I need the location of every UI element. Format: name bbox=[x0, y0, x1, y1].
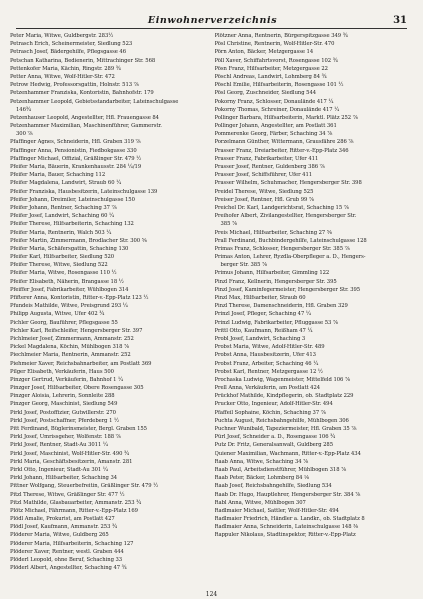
directory-entry: Pfaffinger Anna, Pensionistin, Fiedbokgasse 330 bbox=[10, 147, 137, 154]
directory-entry: Radlmaier Michael, Sattler, Wolf-Hitler-Str. 494 bbox=[214, 507, 339, 514]
directory-entry: Pösn Franz, Hilfsarbeiter, Metzgergasse 22 bbox=[214, 65, 328, 72]
directory-entry: Plöderer Maria, Witwe, Guldberg 265 bbox=[10, 532, 109, 539]
directory-entry: Pfeifer Maria, Witwe, Rosengasse 110 ½ bbox=[10, 270, 117, 277]
directory-entry: Primas Anton, Lehrer, Ryzdla-Oberpfleger a. D., Hengers- bbox=[214, 254, 366, 261]
directory-entry: Pfeifer Karl, Hilfsarbeiter, Siedlung 520 bbox=[10, 254, 115, 261]
directory-entry: Pfeifer Therese, Witwe, Siedlung 522 bbox=[10, 262, 108, 269]
directory-entry: Pichlmeier Josef, Zimmermann, Ammanstr. 252 bbox=[10, 335, 134, 342]
directory-entry: Prinzl Ludwig, Fabrikarbeiter, Pfluggasse 53 ⅞ bbox=[214, 319, 338, 326]
directory-entry: Probst Karl, Rentner, Metzgergasse 12 ½ bbox=[214, 368, 323, 375]
directory-entry: Philipp Augusta, Witwe, Ufer 402 ¾ bbox=[10, 311, 105, 318]
directory-entry: Petzenhammer Leopold, Gebietsstandarbeiter, Lateinschulgasse bbox=[10, 98, 179, 105]
directory-entry: Pfeifer Therese, Hilfsarbeiterin, Schaching 132 bbox=[10, 221, 134, 228]
directory-entry: Pitzl Therese, Witwe, Gräßlinger Str. 477 ½ bbox=[10, 491, 125, 498]
directory-entry: Pichler Karl, Reifschleifer, Hengersberger Str. 397 bbox=[10, 327, 143, 334]
directory-entry: Pinzl Max, Hilfsarbeiter, Straub 60 bbox=[214, 295, 306, 301]
directory-entry: Pollinger Barbara, Hilfsarbeiterin, Marktl. Plätz 252 ⅞ bbox=[214, 114, 358, 121]
directory-entry: Pfeifer Josef, Landwirt, Schaching 60 ¼ bbox=[10, 213, 115, 220]
columns bbox=[10, 32, 413, 587]
directory-entry: Puchta August, Reichsbahngehilfe, Mühlbogen 306 bbox=[214, 417, 349, 424]
page-title: Einwohnerverzeichnis bbox=[147, 15, 278, 26]
directory-entry: Piehmeier Xaver, Reichsbahnarbeiter, am Postlatt 369 bbox=[10, 360, 152, 367]
directory-entry: Quiener Maximilian, Wachmann, Ritter-v.-Epp-Platz 434 bbox=[214, 450, 361, 457]
directory-entry: Radlmaier Anna, Schneiderin, Lateinschulgasse 148 ⅜ bbox=[214, 524, 359, 531]
directory-entry: Pirkl Josef, Rentner, Stadt-Au 3011 ¼ bbox=[10, 442, 108, 449]
directory-entry: Prell Anna, Verkäuferin, am Postlatt 424 bbox=[214, 385, 321, 392]
directory-entry: Pfeifer Maria, Rentnerin, Walch 503 ¼ bbox=[10, 229, 112, 236]
directory-entry: Pöll Xaver, Schiffahrtsvorst, Rosengasse 102 ¾ bbox=[214, 57, 338, 64]
directory-entry: Pösl Christine, Rentnerin, Wolf-Hitler-Str. 470 bbox=[214, 41, 335, 48]
directory-entry: Preichel Dr. Karl, Landgerichtsrat, Schaching 15 ⅞ bbox=[214, 204, 349, 211]
directory-entry: Petschan Katharina, Bedienerin, Mittrachinger Str. 568 bbox=[10, 57, 156, 64]
directory-entry: Pfeifer Martin, Zimmermann, Brodlacher Str. 300 ⅝ bbox=[10, 237, 147, 244]
directory-entry: Probst Anna, Hausbesitzerin, Ufer 413 bbox=[214, 352, 316, 359]
directory-entry: Preihofer Albert, Zivilangestellter, Hengersberger Str. bbox=[214, 213, 357, 220]
directory-entry: Primas Franz, Schlosser, Hengersberger Str. 385 ⅞ bbox=[214, 245, 350, 252]
directory-entry: Pommerenke Georg, Färber, Schaching 34 ⅞ bbox=[214, 131, 333, 138]
directory-entry: 300 ⅞ bbox=[16, 131, 33, 138]
directory-entry: Petter Anna, Witwe, Wolf-Hitler-Str. 472 bbox=[10, 73, 115, 80]
directory-entry: Pinzger Aloisia, Lehrerin, Sonnleite 288 bbox=[10, 393, 115, 400]
directory-entry: Pirkl Johann, Hilfsarbeiter, Schaching 34 bbox=[10, 475, 118, 482]
directory-entry: Putz Dr. Fritz, Generalsanwalt, Guldberg 285 bbox=[214, 442, 333, 449]
directory-entry: Pinzger Josef, Hilfsarbeiter, Obere Rosengasse 305 bbox=[10, 385, 144, 392]
directory-entry: Pilger Elisabeth, Verkäuferin, Haus 500 bbox=[10, 368, 114, 375]
directory-entry: Pitt Ferdinand, Büglerinsmeister, Bergl. Graben 155 bbox=[10, 426, 147, 432]
page-number: 31 bbox=[393, 15, 407, 26]
directory-entry: Radlmaier Friedrich, Händler a. Landkr., ob. Stadtplatz 8 bbox=[214, 516, 365, 523]
directory-entry: Pfeifer Elisabeth, Näherin, Brangasse 18 ½ bbox=[10, 278, 124, 285]
directory-entry: Plöderl Leopold, ohne Beruf, Schaching 33 bbox=[10, 557, 123, 563]
directory-entry: Petzenhammer Franziska, Kontoristin, Bahnhofstr. 179 bbox=[10, 90, 154, 97]
directory-entry: Pfundeis Mathilde, Witwe, Preisgrund 293 ¼ bbox=[10, 303, 128, 310]
directory-entry: Prittl Otto, Kaufmann, Reißham 47 ¼ bbox=[214, 327, 313, 334]
directory-entry: Pinzl Josef, Kaminfegermeister, Hengersberger Str. 395 bbox=[214, 286, 361, 293]
directory-entry: Petrow Hedwig, Professorsgattin, Holnstr. 513 ⅞ bbox=[10, 82, 139, 89]
directory-entry: Petrasch Erich, Scheinermeister, Siedlung 523 bbox=[10, 41, 133, 48]
directory-entry: Pirkl Josef, Postschaffner, Pferdeberg 1 ½ bbox=[10, 417, 120, 424]
directory-entry: Pitzl Mathilde, Glasbauarbeiter, Ammanstr. 253 ¾ bbox=[10, 499, 142, 506]
page-header bbox=[16, 6, 407, 29]
directory-entry: 385 ⅞ bbox=[220, 221, 238, 228]
directory-entry: Prochaska Ludwig, Wagenmeister, Mittelfeld 106 ⅞ bbox=[214, 376, 350, 383]
right-column bbox=[215, 32, 414, 587]
directory-entry: Preiser Josef, Rentner, Hfl. Grub 99 ⅞ bbox=[214, 196, 314, 203]
directory-entry: Prinzl Josef, Pfleger, Schaching 47 ¼ bbox=[214, 311, 311, 318]
directory-entry: Pittner Wolfgang, Steuerbefreitin, Gräßlinger Str. 479 ½ bbox=[10, 483, 159, 490]
directory-entry: Pfeifer Johann, Dreimiler, Lateinschulgasse 150 bbox=[10, 196, 135, 203]
directory-entry: Pollinger Johann, Angestellter, am Postlatt 361 bbox=[214, 123, 337, 130]
directory-entry: Petzenhammer Maximilian, Maschinenführer, Gammerstr. bbox=[10, 123, 162, 130]
directory-entry: Pirkl Maria, Geschäftsbesitzerin, Amanstr. 281 bbox=[10, 458, 133, 465]
directory-entry: Pfeiffer Josef, Fabrikarbeiter, Wühlbogen 314 bbox=[10, 286, 129, 293]
directory-entry: berger Str. 385 ⅞ bbox=[220, 262, 268, 269]
directory-entry: Pinzger Gertrud, Verkäuferin, Bahnhof 1 ¼ bbox=[10, 376, 124, 383]
directory-entry: Piechlmeier Maria, Rentnerin, Ammanstr. 252 bbox=[10, 352, 131, 359]
directory-entry: Plötzner Anna, Rentnerin, Bürgerspitzgasse 349 ¾ bbox=[214, 33, 348, 39]
directory-entry: Plöderer Xaver, Rentner, westl. Graben 444 bbox=[10, 548, 124, 555]
directory-entry: Pirkl Josef, Maschinist, Wolf-Hitler-Str. 490 ¾ bbox=[10, 450, 130, 457]
directory-entry: Probst Franz, Arbeiter, Schaching 46 ¼ bbox=[214, 360, 319, 367]
directory-entry: Pirkl Josef, Umrissgeher, Wolfenstr. 188 ⅞ bbox=[10, 434, 121, 441]
directory-entry: Raab Josef, Reichsbahngehilfe, Siedlung 534 bbox=[214, 483, 332, 490]
directory-entry: Pokorny Franz, Schlosser, Donaulände 417 ¼ bbox=[214, 98, 334, 105]
directory-entry: Preidel Therese, Witwe, Siedlung 525 bbox=[214, 188, 314, 195]
directory-entry: Pickel Magdalena, Köchin, Mühlbogen 318 ⅞ bbox=[10, 344, 130, 351]
directory-entry: Raab Peter, Bäcker, Lohmberg 84 ⅛ bbox=[214, 475, 310, 482]
directory-entry: Prasser Josef, Rentner, Guldenberg 386 ⅞ bbox=[214, 164, 325, 170]
directory-entry: Plödl Amalie, Prokurist, am Postlatt 427 bbox=[10, 516, 115, 523]
directory-entry: Probst Maria, Witwe, Adolf-Hitler-Str. 489 bbox=[214, 344, 325, 351]
directory-entry: Prückhof Mathilde, Kindpflegerin, ob. Stadtplatz 229 bbox=[214, 393, 354, 400]
directory-entry: Primus Johann, Hilfsarbeiter, Gimmling 122 bbox=[214, 270, 330, 277]
directory-entry: Pöschl Emilie, Hilfsarbeiterin, Rosengasse 101 ½ bbox=[214, 82, 344, 89]
directory-entry: Pfeifer Maria, Bauer, Schaching 112 bbox=[10, 172, 106, 179]
directory-entry: Prasser Franz, Fabrikarbeiter, Ufer 411 bbox=[214, 155, 319, 162]
directory-entry: Plötz Michael, Fährmann, Ritter-v.-Epp-Platz 169 bbox=[10, 507, 138, 514]
directory-entry: Preis Michael, Hilfsarbeiter, Schaching 27 ⅝ bbox=[214, 229, 332, 236]
directory-entry: Pinzl Therese, Damenschneiderin, Hfl. Graben 329 bbox=[214, 303, 348, 310]
directory-entry: Probl Josef, Landwirt, Schaching 3 bbox=[214, 335, 306, 342]
directory-entry: Rappuler Nikolaus, Stadtinspektor, Ritter-v.-Epp-Platz bbox=[214, 532, 356, 539]
directory-entry: Pichler Georg, Bauführer, Pflegsgasse 55 bbox=[10, 319, 118, 326]
directory-entry: Pfeifer Magdalena, Landwirt, Straub 60 ¼ bbox=[10, 180, 122, 187]
directory-entry: Plöderl Albert, Angestellter, Schaching 47 ¾ bbox=[10, 565, 127, 572]
directory-entry: Pfaffinger Michael, Offizial, Gräßlinger Str. 479 ½ bbox=[10, 155, 142, 162]
directory-entry: Pfeifer Maria, Schäfersgattin, Schaching 130 bbox=[10, 245, 129, 252]
directory-entry: Porzelmann Günther, Wittermann, Grausfähre 286 ⅞ bbox=[214, 139, 354, 146]
directory-entry: Pfaffeil Sophaine, Köchin, Schaching 37 ⅞ bbox=[214, 409, 326, 416]
directory-entry: Prucker Otto, Ingenieur, Adolf-Hitler-Str. 494 bbox=[214, 401, 333, 408]
directory-entry: Prasser Wilhelm, Schuhmacher, Hengersberger Str. 398 bbox=[214, 180, 362, 187]
directory-entry: Peter Maria, Witwe, Guldbergstr. 283½ bbox=[10, 33, 114, 39]
directory-entry: Pfeifer Franziska, Hausbesitzerin, Lateinschulgasse 139 bbox=[10, 188, 158, 195]
directory-entry: Plödl Josef, Kaufmann, Ammanstr. 253 ¾ bbox=[10, 524, 118, 531]
left-column bbox=[10, 32, 209, 587]
directory-entry: Pfeifer Maria, Bäuerin, Krankenhausstr. 284 ¼/19 bbox=[10, 164, 142, 170]
directory-entry: Pinzl Franz, Kellnerin, Hengersberger Str. 395 bbox=[214, 278, 337, 285]
directory-entry: Pfaffinger Agnes, Schneiderin, Hfl. Graben 319 ⅞ bbox=[10, 139, 141, 146]
directory-entry: Prasser Josef, Schiffsführer, Ufer 411 bbox=[214, 172, 313, 179]
directory-entry: Prasser Franz, Dreiarbeiter, Ritter-v.-Epp-Platz 346 bbox=[214, 147, 349, 154]
directory-entry: Pinzger Georg, Maschinist, Siedlung 549 bbox=[10, 401, 118, 408]
directory-entry: Raab Dr. Hugo, Hauptlehrer, Hengersberger Str. 384 ⅞ bbox=[214, 491, 361, 498]
directory-entry: Pirkl Josef, Postoffizier, Gutwillerstr. 270 bbox=[10, 409, 116, 416]
directory-entry: Plöderer Maria, Hilfsarbeiterin, Schaching 127 bbox=[10, 540, 134, 547]
directory-entry: Pfifterer Anna, Kontoristin, Ritter-v.-Epp-Platz 123 ½ bbox=[10, 295, 149, 301]
directory-entry: Puchner Wunibald, Tapeziermeister, Hfl. Graben 35 ⅞ bbox=[214, 426, 357, 432]
directory-entry: Prall Ferdinand, Buchbindergehilfe, Lateinschulgasse 128 bbox=[214, 237, 367, 244]
directory-entry: Pfeifer Johann, Rentner, Schaching 37 ⅞ bbox=[10, 204, 117, 211]
page-footer: 124 bbox=[205, 591, 218, 598]
directory-entry: Raab Paul, Arbeitsdienstführer, Mühlbogen 318 ⅞ bbox=[214, 466, 347, 473]
directory-entry: Raab Anna, Witwe, Schaching 34 ⅞ bbox=[214, 458, 309, 465]
directory-entry: Pirkl Otto, Ingenieur, Stadt-Au 301 ¼ bbox=[10, 466, 108, 473]
directory-entry: Pürl Josef, Schneider a. D., Rosengasse 106 ¾ bbox=[214, 434, 336, 441]
directory-entry: Pöschl Andreas, Landwirt, Lohmberg 84 ¾ bbox=[214, 73, 327, 80]
directory-entry: Pörn Anton, Bäcker, Metzgergasse 14 bbox=[214, 49, 314, 56]
directory-entry: Rabl Anna, Witwe, Mühlbogen 307 bbox=[214, 499, 306, 506]
directory-entry: Pettenkofer Maria, Kächin, Ringstr. 289 ¾ bbox=[10, 65, 121, 72]
directory-entry: Petrasch Josef, Bädergehilfe, Pflegsgasse 46 bbox=[10, 49, 127, 56]
directory-entry: Pösl Georg, Zuschneider, Siedlung 544 bbox=[214, 90, 317, 97]
directory-entry: Petzenhauser Leopold, Angestellter, Hfl. Frauengasse 84 bbox=[10, 114, 159, 121]
directory-entry: Pokorny Thomas, Schreiner, Donaulände 417 ¼ bbox=[214, 106, 340, 113]
directory-entry: 146¾ bbox=[16, 106, 31, 113]
